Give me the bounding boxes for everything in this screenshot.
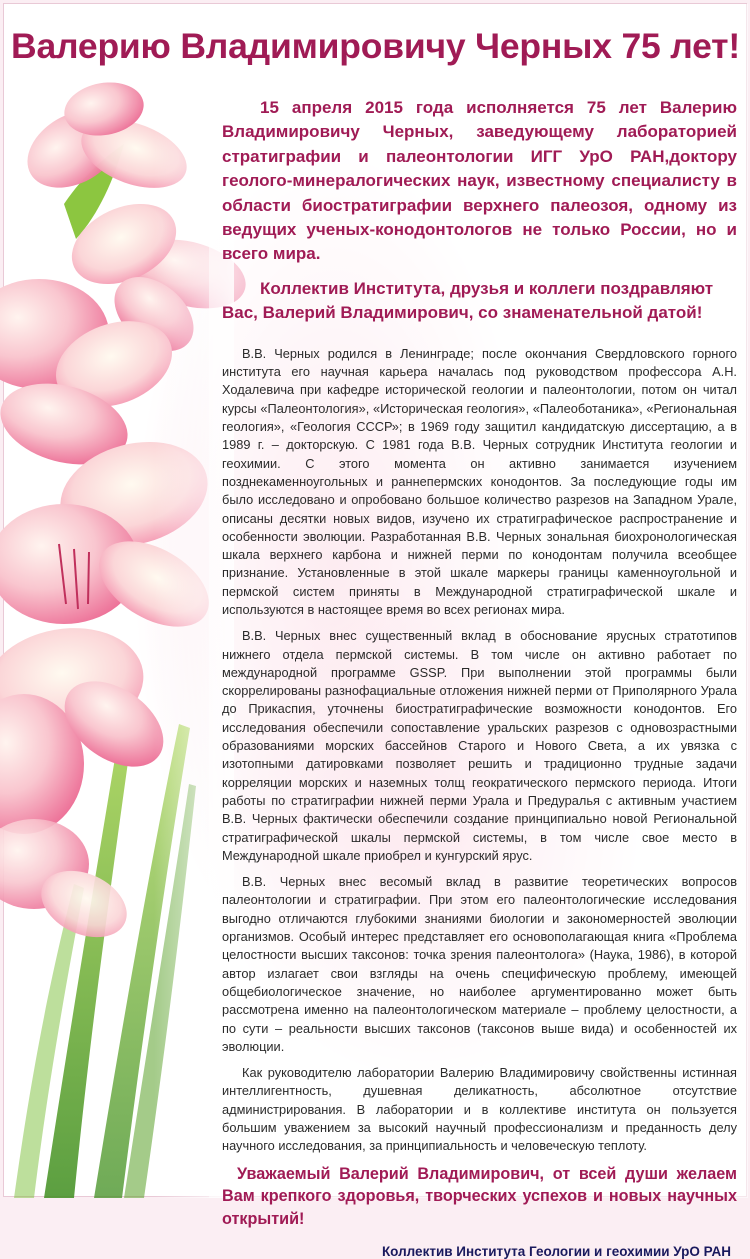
page-title: Валерию Владимировичу Черных 75 лет!: [11, 26, 740, 66]
page-frame: [3, 3, 747, 1259]
signature: Коллектив Института Геологии и геохимии УрО РАН: [381, 1244, 731, 1259]
wishes-paragraph: Уважаемый Валерий Владимирович, от всей души желаем Вам крепкого здоровья, творческих успехов и новых научных открытий!: [222, 1164, 737, 1228]
body-paragraph-4: Как руководителю лаборатории Валерию Владимировичу свойственны истинная интеллигентность, душевная деликатность, абсолютное отсутствие администрирования. В лаборатории и в коллективе института он пользуется большим уважением за высокий научный профессионализм и преданность делу научного исследования, за принципиальность и человеческую теплоту.: [222, 1065, 737, 1154]
greeting-paragraph: Коллектив Института, друзья и коллеги поздравляют Вас, Валерий Владимирович, со знаменательной датой!: [222, 278, 714, 322]
intro-paragraph: 15 апреля 2015 года исполняется 75 лет Валерию Владимировичу Черных, заведующему лабораторией стратиграфии и палеонтологии ИГГ УрО РАН,доктору геолого-минералогических наук, известному специалисту в области биостратиграфии верхнего палеозоя, одному из ведущих ученых-конодонтологов не только России, но и всего мира.: [222, 98, 737, 264]
body-paragraph-2: В.В. Черных внес существенный вклад в обоснование ярусных стратотипов нижнего отдела пермской системы. В том числе он активно работает по международной программе GSSP. При выполнении этой программы были скоррелированы разнофациальные отложения нижней перми от Приполярного Урала до Прикаспия, уточнены биостратиграфические возможности конодонтов. Его исследования обеспечили сопоставление уральских разрезов с одновозрастными образованиями морских бассейнов Старого и Нового Света, а их увязка с изотопными датировками позволяет решить и традиционно трудные задачи корреляции морских и наземных толщ геократического пермского периода. Итоги работы по стратиграфии нижней перми Урала и Предуралья с активным участием В.В. Черных фактически обеспечили создание принципиально новой Региональной стратиграфической шкалы пермской системы, в том числе свое место в Международной шкале приобрел и кунгурский ярус.: [222, 628, 737, 863]
body-paragraph-1: В.В. Черных родился в Ленинграде; после окончания Свердловского горного института его научная карьера началась под руководством профессора А.Н. Ходалевича при кафедре исторической геологии и палеонтологии, потом он читал курсы «Палеонтология», «Историческая геология», «Палеоботаника», «Региональная геология», «Геология СССР»; в 1969 году защитил кандидатскую диссертацию, а в 1989 г. – докторскую. С 1981 года В.В. Черных сотрудник Института геологии и геохимии. С этого момента он активно занимается изучением позднекаменноугольных и раннепермских конодонтов. За последующие годы им было исследовано и опробовано большое количество разрезов на Западном Урале, описаны десятки новых видов, изучено их стратиграфическое распространение и особенности эволюции. Разработанная В.В. Черных зональная биохронологическая шкала верхнего карбона и нижней перми по конодонтам получила всеобщее признание. Установленные в этой шкале маркеры границы каменноугольной и пермской систем приняты в Международной стратиграфической шкале и используются в настоящее время во всех регионах мира.: [222, 345, 737, 617]
body-paragraph-3: В.В. Черных внес весомый вклад в развитие теоретических вопросов палеонтологии и стратиграфии. При этом его палеонтологические исследования выгодно отличаются глубокими знаниями биологии и закономерностей эволюции организмов. Особый интерес представляет его основополагающая книга «Проблема целостности высших таксонов: точка зрения палеонтолога» (Наука, 1986), в которой автор излагает свои взгляды на очень специфическую проблему, имеющей общебиологическое значение, но наиболее аргументированно может быть рассмотрена именно на палеонтологическом материале – проблему целостности, а по сути – реальности высших таксонов (таксонов выше вида) и особенностей их эволюции.: [222, 874, 737, 1054]
article-content: [222, 96, 737, 1259]
